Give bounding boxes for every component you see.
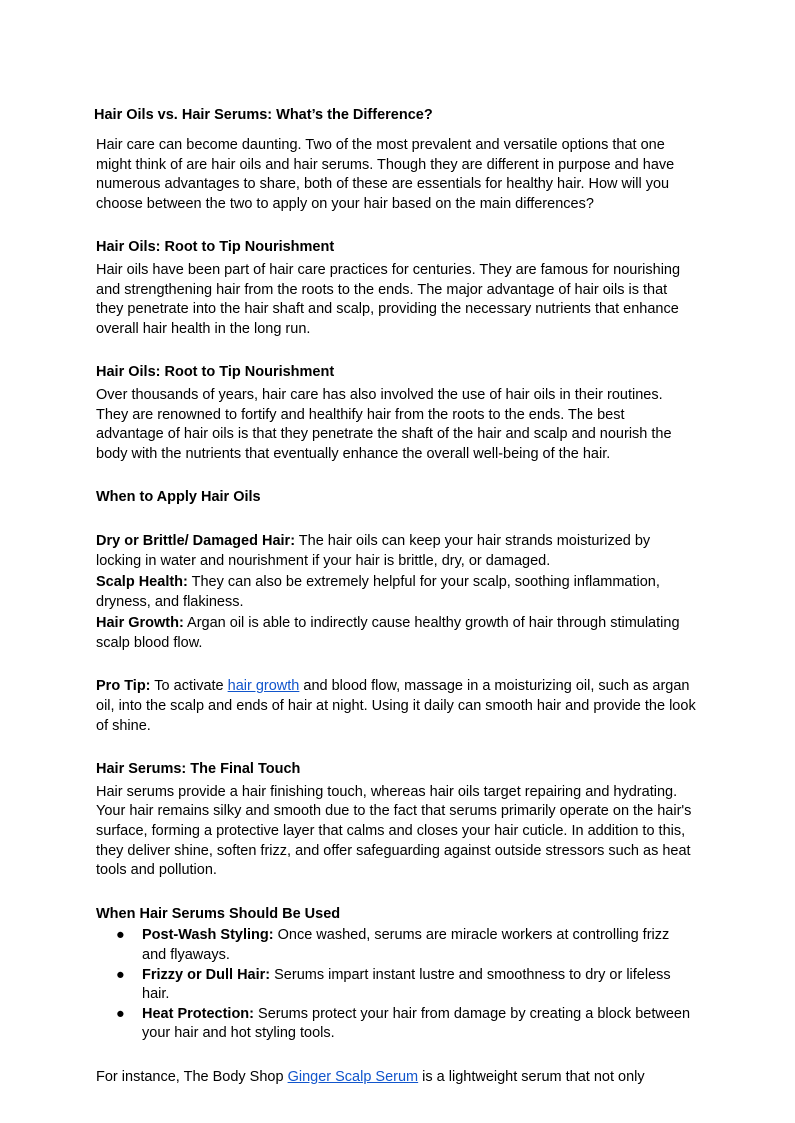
section-heading-when-to-apply-oils: When to Apply Hair Oils (96, 489, 261, 506)
oil-use-term: Hair Growth: (96, 615, 184, 632)
oil-use-text: They can also be extremely helpful for your scalp, soothing inflammation, dryness, and flakiness. (96, 574, 660, 610)
oil-use-item (96, 614, 696, 653)
spacer (96, 214, 696, 238)
list-item (96, 966, 696, 1005)
serum-use-text: Serums impart instant lustre and smoothness to dry or lifeless hair. (142, 966, 671, 1003)
pro-tip-label: Pro Tip: (96, 678, 151, 695)
oil-use-item (96, 532, 696, 571)
list-item (96, 1005, 696, 1044)
spacer (96, 339, 696, 363)
spacer (96, 508, 696, 532)
document-title: Hair Oils vs. Hair Serums: What’s the Difference? (94, 107, 433, 123)
ginger-scalp-serum-link[interactable]: Ginger Scalp Serum (287, 1068, 419, 1085)
closing-text-start: For instance, The Body Shop (96, 1068, 288, 1085)
oil-use-text: The hair oils can keep your hair strands moisturized by locking in water and nourishment if your hair is brittle, dry, or damaged. (96, 532, 651, 569)
serum-use-term: Post-Wash Styling: (142, 927, 274, 944)
spacer (96, 464, 696, 488)
serum-use-term: Heat Protection: (142, 1005, 254, 1022)
list-item (96, 926, 696, 965)
pro-tip-paragraph (96, 677, 696, 736)
oil-use-term: Scalp Health: (96, 574, 188, 591)
section-heading-hair-serums: Hair Serums: The Final Touch (96, 761, 301, 778)
spacer (96, 653, 696, 677)
oil-use-item (96, 573, 696, 612)
serum-use-text: Once washed, serums are miracle workers at controlling frizz and flyaways. (142, 927, 670, 963)
section-body-hair-oils: Hair oils have been part of hair care practices for centuries. They are famous for nourishing and strengthening hair from the roots to the ends. The major advantage of hair oils is that they penetrate into the hair shaft and scalp, providing the necessary nutrients that enhance overall hair health in the long run. (96, 261, 681, 337)
serum-use-term: Frizzy or Dull Hair: (142, 966, 271, 983)
closing-paragraph (96, 1068, 696, 1088)
document-content (96, 105, 696, 1088)
spacer (96, 736, 696, 760)
pro-tip-text-start: To activate (150, 678, 228, 695)
serum-use-text: Serums protect your hair from damage by creating a block between your hair and hot styling tools. (142, 1005, 691, 1042)
bullet-icon: ● (116, 927, 125, 944)
section-body-hair-serums: Hair serums provide a hair finishing touch, whereas hair oils target repairing and hydrating. Your hair remains silky and smooth due to the fact that serums primarily operate on the hair's surface, forming a protective layer that calms and closes your hair cuticle. In addition to this, they deliver shine, soften frizz, and offer safeguarding against outside stressors such as heat tools and pollution. (96, 783, 692, 879)
section-body-hair-oils-repeat: Over thousands of years, hair care has also involved the use of hair oils in their routines. They are renowned to fortify and healthify hair from the roots to the ends. The best advantage of hair oils is that they penetrate the shaft of the hair and scalp and nourish the body with the nutrients that eventually enhance the overall well-being of the hair. (96, 386, 672, 462)
pro-tip-text-end: and blood flow, massage in a moisturizing oil, such as argan oil, into the scalp and ends of hair at night. Using it daily can smooth hair and provide the look of shine. (96, 678, 696, 734)
section-heading-when-serums: When Hair Serums Should Be Used (96, 905, 341, 922)
intro-paragraph: Hair care can become daunting. Two of the most prevalent and versatile options that one might think of are hair oils and hair serums. Though they are different in purpose and have numerous advantages to share, both of these are essentials for healthy hair. How will you choose between the two to apply on your hair based on the main differences? (96, 137, 675, 212)
section-heading-hair-oils-repeat: Hair Oils: Root to Tip Nourishment (96, 364, 335, 381)
oil-use-text: Argan oil is able to indirectly cause healthy growth of hair through stimulating scalp blood flow. (96, 615, 680, 651)
bullet-icon: ● (116, 1005, 125, 1022)
serum-use-list (96, 926, 696, 1044)
section-heading-hair-oils: Hair Oils: Root to Tip Nourishment (96, 239, 335, 256)
bullet-icon: ● (116, 966, 125, 983)
hair-growth-link[interactable]: hair growth (227, 678, 300, 695)
oil-use-term: Dry or Brittle/ Damaged Hair: (96, 532, 296, 549)
spacer (96, 881, 696, 905)
closing-text-end: is a lightweight serum that not only (418, 1068, 645, 1085)
